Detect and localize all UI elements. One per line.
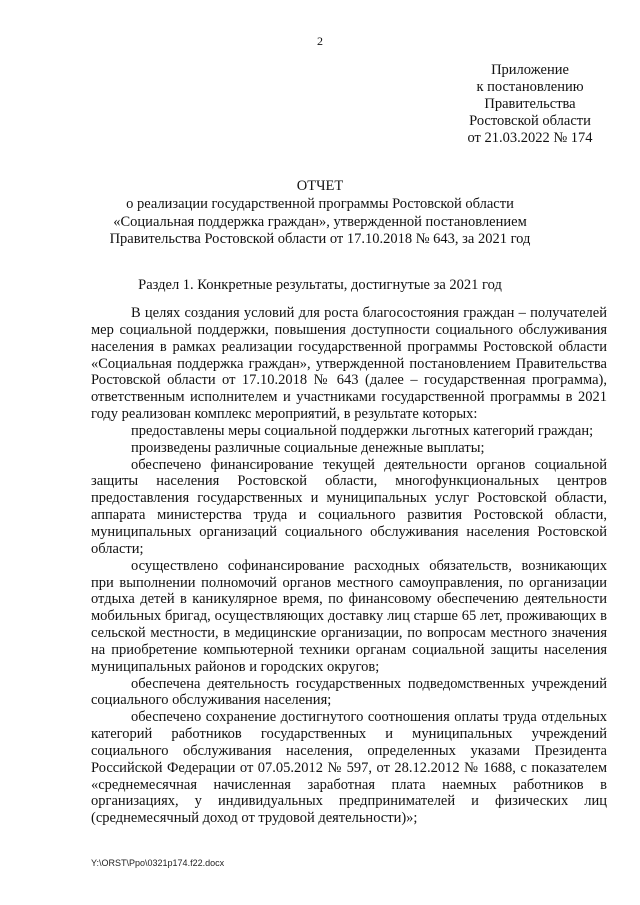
paragraph: обеспечена деятельность государственных подведомственных учреждений социального обслуживания населения; (91, 675, 607, 709)
report-subtitle-line: Правительства Ростовской области от 17.10.2018 № 643, за 2021 год (109, 231, 531, 247)
section-heading: Раздел 1. Конкретные результаты, достигнутые за 2021 год (138, 277, 502, 293)
paragraph: осуществлено софинансирование расходных обязательств, возникающих при выполнении полномочий органов местного самоуправления, по организации отдыха детей в каникулярное время, по финансовому обеспечению деятельности мобильных бригад, осуществляющих доставку лиц старше 65 лет, проживающих в сельской местности, в медицинские организации, по вопросам местного значения на приобретение компьютерной техники органам социальной защиты населения муниципальных районов и городских округов; (91, 557, 607, 675)
body-text (91, 305, 607, 827)
appendix-block (440, 62, 620, 147)
paragraph: обеспечено сохранение достигнутого соотношения оплаты труда отдельных категорий работников государственных и муниципальных учреждений социального обслуживания населения, определенных указами Президента Российской Федерации от 07.05.2012 № 597, от 28.12.2012 № 1688, с показателем «среднемесячная начисленная заработная плата наемных работников в организациях, у индивидуальных предпринимателей и физических лиц (среднемесячный доход от трудовой деятельности)»; (91, 709, 607, 827)
report-title: ОТЧЕТ (296, 178, 344, 194)
appendix-line: Приложение (491, 62, 569, 78)
appendix-line: Ростовской области (469, 113, 591, 129)
footer-file-path: Y:\ORST\Ppo\0321p174.f22.docx (91, 858, 225, 868)
paragraph: В целях создания условий для роста благосостояния граждан – получателей мер социальной поддержки, повышения доступности социального обслуживания населения в рамках реализации государственной программы Ростовской области «Социальная поддержка граждан», утвержденной постановлением Правительства Ростовской области от 17.10.2018 № 643 (далее – государственная программа), ответственным исполнителем и участниками государственной программы в 2021 году реализован комплекс мероприятий, в результате которых: (91, 305, 607, 423)
report-subtitle-line: о реализации государственной программы Ростовской области (126, 196, 514, 212)
appendix-line: к постановлению (476, 79, 584, 95)
paragraph: произведены различные социальные денежные выплаты; (131, 439, 485, 456)
paragraph: обеспечено финансирование текущей деятельности органов социальной защиты населения Ростовской области, многофункциональных центров предоставления государственных и муниципальных услуг Ростовской области, аппарата министерства труда и социального развития Ростовской области, муниципальных организаций социального обслуживания населения Ростовской области; (91, 456, 607, 557)
appendix-line: Правительства (484, 96, 576, 112)
report-subtitle (40, 196, 600, 249)
paragraph: предоставлены меры социальной поддержки льготных категорий граждан; (131, 422, 594, 439)
page-number: 2 (317, 34, 323, 48)
report-subtitle-line: «Социальная поддержка граждан», утвержденной постановлением (113, 213, 527, 230)
appendix-line: от 21.03.2022 № 174 (467, 130, 593, 146)
